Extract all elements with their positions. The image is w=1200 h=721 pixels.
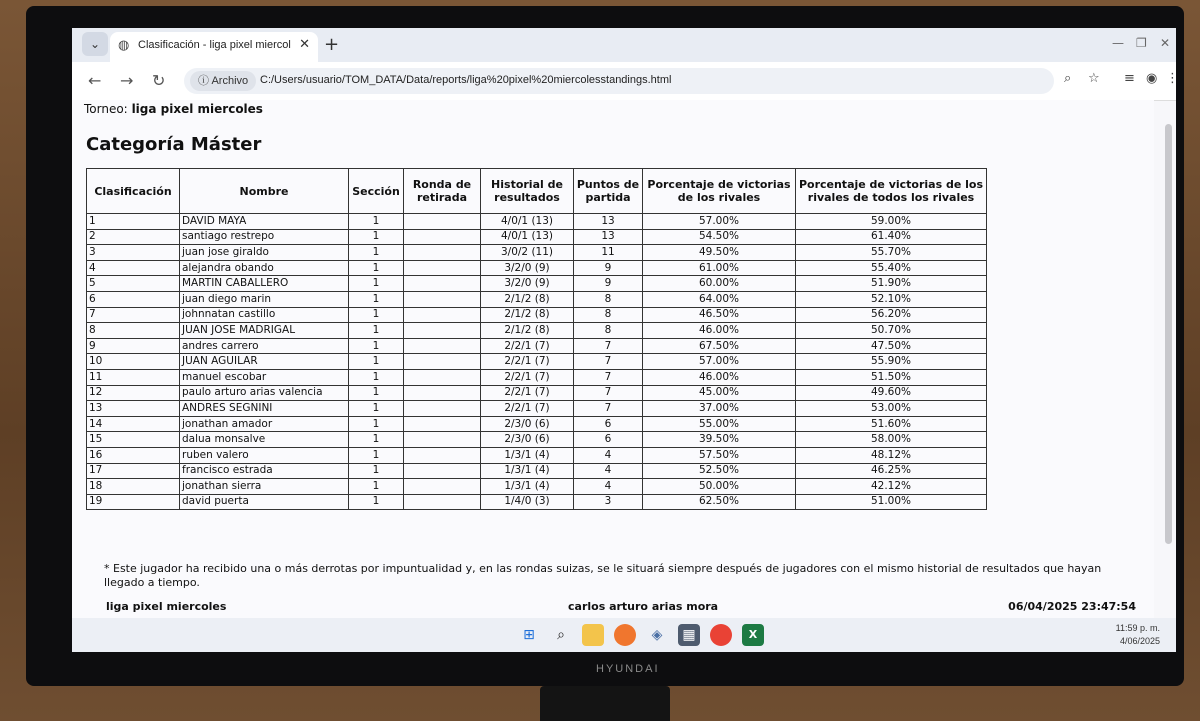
- table-cell: [404, 260, 481, 276]
- table-cell: 1: [349, 447, 404, 463]
- clock-time: 11:59 p. m.: [1115, 623, 1160, 633]
- table-cell: ANDRES SEGNINI: [180, 401, 349, 417]
- tab-bar: [72, 28, 1176, 62]
- table-body: [87, 214, 987, 510]
- new-tab-button[interactable]: +: [324, 34, 340, 55]
- tab-search-button[interactable]: ⌄: [82, 32, 108, 56]
- table-cell: 1: [349, 385, 404, 401]
- clock-date: 4/06/2025: [1119, 636, 1160, 646]
- table-cell: 51.90%: [796, 276, 987, 292]
- table-cell: [404, 338, 481, 354]
- firefox-icon[interactable]: [614, 624, 636, 646]
- table-cell: 8: [574, 291, 643, 307]
- table-cell: 8: [87, 323, 180, 339]
- table-cell: JUAN AGUILAR: [180, 354, 349, 370]
- table-cell: 1: [349, 229, 404, 245]
- globe-icon: ◍: [118, 38, 130, 53]
- table-cell: [404, 401, 481, 417]
- back-icon[interactable]: ←: [88, 71, 102, 90]
- table-cell: 58.00%: [796, 432, 987, 448]
- table-cell: paulo arturo arias valencia: [180, 385, 349, 401]
- table-header-row: [87, 169, 987, 214]
- table-cell: 7: [574, 401, 643, 417]
- table-cell: 1: [349, 245, 404, 261]
- table-cell: 52.50%: [643, 463, 796, 479]
- table-cell: 62.50%: [643, 494, 796, 510]
- table-cell: 16: [87, 447, 180, 463]
- search-icon[interactable]: ⌕: [557, 627, 565, 643]
- table-cell: 6: [574, 432, 643, 448]
- table-cell: 9: [574, 260, 643, 276]
- restore-icon[interactable]: ❐: [1136, 36, 1147, 50]
- table-cell: 1: [87, 214, 180, 230]
- table-cell: 1/3/1 (4): [481, 479, 574, 495]
- table-cell: 1: [349, 291, 404, 307]
- table-cell: DAVID MAYA: [180, 214, 349, 230]
- table-cell: 55.90%: [796, 354, 987, 370]
- table-cell: 2/2/1 (7): [481, 385, 574, 401]
- table-cell: 11: [574, 245, 643, 261]
- footer-timestamp: 06/04/2025 23:47:54: [1008, 600, 1136, 613]
- standings-table: [86, 168, 987, 510]
- table-cell: [404, 307, 481, 323]
- table-row: [87, 447, 987, 463]
- table-cell: johnnatan castillo: [180, 307, 349, 323]
- table-row: [87, 479, 987, 495]
- table-cell: 61.40%: [796, 229, 987, 245]
- table-cell: [404, 354, 481, 370]
- table-cell: [404, 291, 481, 307]
- chrome-icon[interactable]: [710, 624, 732, 646]
- table-cell: 3/2/0 (9): [481, 276, 574, 292]
- table-row: [87, 260, 987, 276]
- table-cell: 39.50%: [643, 432, 796, 448]
- table-cell: [404, 276, 481, 292]
- screen: [72, 28, 1179, 652]
- category-title: Categoría Máster: [86, 134, 262, 155]
- table-cell: 1: [349, 401, 404, 417]
- table-cell: 51.50%: [796, 369, 987, 385]
- table-cell: [404, 416, 481, 432]
- monitor-stand: [540, 686, 670, 721]
- table-cell: [404, 385, 481, 401]
- table-cell: 46.00%: [643, 323, 796, 339]
- table-row: [87, 276, 987, 292]
- table-cell: 51.60%: [796, 416, 987, 432]
- table-cell: 53.00%: [796, 401, 987, 417]
- table-cell: 7: [574, 338, 643, 354]
- table-cell: 1: [349, 338, 404, 354]
- table-cell: 17: [87, 463, 180, 479]
- table-cell: 13: [574, 229, 643, 245]
- table-cell: 64.00%: [643, 291, 796, 307]
- col-header: Historial de resultados: [481, 169, 574, 214]
- table-cell: 7: [87, 307, 180, 323]
- table-cell: 2/3/0 (6): [481, 416, 574, 432]
- reading-list-icon[interactable]: ≡: [1124, 71, 1135, 86]
- table-cell: 50.70%: [796, 323, 987, 339]
- menu-kebab-icon[interactable]: ⋮: [1166, 71, 1179, 86]
- file-explorer-icon[interactable]: [582, 624, 604, 646]
- table-cell: 1: [349, 494, 404, 510]
- torneo-name: liga pixel miercoles: [131, 102, 263, 116]
- col-header: Puntos de partida: [574, 169, 643, 214]
- table-cell: jonathan sierra: [180, 479, 349, 495]
- table-cell: 45.00%: [643, 385, 796, 401]
- omnibox[interactable]: [184, 68, 1054, 94]
- table-cell: 46.50%: [643, 307, 796, 323]
- table-cell: 4: [574, 463, 643, 479]
- calculator-icon[interactable]: ▦: [678, 624, 700, 646]
- table-cell: 14: [87, 416, 180, 432]
- table-cell: santiago restrepo: [180, 229, 349, 245]
- table-cell: 3/2/0 (9): [481, 260, 574, 276]
- table-cell: 2/1/2 (8): [481, 307, 574, 323]
- table-cell: 2/1/2 (8): [481, 291, 574, 307]
- table-cell: 8: [574, 323, 643, 339]
- table-cell: 1: [349, 479, 404, 495]
- table-cell: 1: [349, 416, 404, 432]
- table-cell: 15: [87, 432, 180, 448]
- table-cell: 1: [349, 369, 404, 385]
- table-cell: 7: [574, 385, 643, 401]
- table-cell: [404, 479, 481, 495]
- table-cell: 2/3/0 (6): [481, 432, 574, 448]
- footer-tournament: liga pixel miercoles: [106, 600, 227, 613]
- table-cell: 55.70%: [796, 245, 987, 261]
- table-cell: 7: [574, 354, 643, 370]
- table-row: [87, 432, 987, 448]
- table-cell: juan jose giraldo: [180, 245, 349, 261]
- table-cell: 2/2/1 (7): [481, 338, 574, 354]
- table-cell: 1/3/1 (4): [481, 447, 574, 463]
- monitor: [26, 6, 1184, 686]
- table-cell: 47.50%: [796, 338, 987, 354]
- table-row: [87, 307, 987, 323]
- footnote: * Este jugador ha recibido una o más derrotas por impuntualidad y, en las rondas suizas, se le situará siempre después de jugadores con el mismo historial de resultados que hayan llegado a tiempo.: [104, 562, 1102, 589]
- app-icon[interactable]: ◈: [651, 627, 663, 643]
- table-cell: 12: [87, 385, 180, 401]
- table-row: [87, 401, 987, 417]
- table-cell: dalua monsalve: [180, 432, 349, 448]
- table-cell: francisco estrada: [180, 463, 349, 479]
- table-cell: 49.50%: [643, 245, 796, 261]
- page-content: [72, 100, 1154, 618]
- tab-title: Clasificación - liga pixel miercol: [138, 39, 291, 51]
- chip-label: Archivo: [211, 75, 249, 87]
- table-cell: 1: [349, 260, 404, 276]
- table-row: [87, 463, 987, 479]
- table-cell: 4/0/1 (13): [481, 214, 574, 230]
- table-row: [87, 229, 987, 245]
- table-cell: 11: [87, 369, 180, 385]
- taskbar: [72, 618, 1176, 652]
- table-row: [87, 494, 987, 510]
- table-cell: 1: [349, 463, 404, 479]
- table-cell: 13: [87, 401, 180, 417]
- table-cell: 1: [349, 432, 404, 448]
- table-cell: 7: [574, 369, 643, 385]
- address-bar-row: [72, 62, 1179, 101]
- table-cell: 4: [574, 479, 643, 495]
- table-cell: 57.00%: [643, 354, 796, 370]
- table-cell: [404, 214, 481, 230]
- table-cell: 60.00%: [643, 276, 796, 292]
- minimize-icon[interactable]: —: [1112, 36, 1124, 50]
- table-cell: 4: [574, 447, 643, 463]
- table-cell: 51.00%: [796, 494, 987, 510]
- table-row: [87, 338, 987, 354]
- table-cell: 61.00%: [643, 260, 796, 276]
- table-cell: [404, 494, 481, 510]
- close-window-icon[interactable]: ✕: [1160, 36, 1171, 50]
- col-header: Clasificación: [87, 169, 180, 214]
- table-cell: jonathan amador: [180, 416, 349, 432]
- table-cell: 3: [87, 245, 180, 261]
- table-cell: 54.50%: [643, 229, 796, 245]
- zoom-icon[interactable]: ⌕: [1064, 71, 1072, 86]
- table-row: [87, 245, 987, 261]
- table-cell: 42.12%: [796, 479, 987, 495]
- table-cell: 50.00%: [643, 479, 796, 495]
- table-cell: [404, 229, 481, 245]
- table-cell: 37.00%: [643, 401, 796, 417]
- col-header: Ronda de retirada: [404, 169, 481, 214]
- table-cell: [404, 447, 481, 463]
- monitor-brand: HYUNDAI: [596, 663, 660, 675]
- table-row: [87, 291, 987, 307]
- table-cell: 2/1/2 (8): [481, 323, 574, 339]
- table-cell: [404, 432, 481, 448]
- table-cell: 56.20%: [796, 307, 987, 323]
- table-cell: 6: [574, 416, 643, 432]
- table-cell: 4: [87, 260, 180, 276]
- table-cell: 59.00%: [796, 214, 987, 230]
- table-cell: 48.12%: [796, 447, 987, 463]
- table-cell: 46.25%: [796, 463, 987, 479]
- table-cell: 1: [349, 354, 404, 370]
- table-cell: MARTIN CABALLERO: [180, 276, 349, 292]
- forward-icon[interactable]: →: [120, 71, 134, 90]
- table-cell: [404, 369, 481, 385]
- table-row: [87, 385, 987, 401]
- table-cell: alejandra obando: [180, 260, 349, 276]
- table-cell: [404, 463, 481, 479]
- file-chip[interactable]: ⓘ Archivo: [190, 71, 256, 91]
- table-cell: 9: [87, 338, 180, 354]
- table-cell: david puerta: [180, 494, 349, 510]
- table-cell: 13: [574, 214, 643, 230]
- windows-start-icon[interactable]: ⊞: [523, 627, 535, 643]
- url-text[interactable]: C:/Users/usuario/TOM_DATA/Data/reports/liga%20pixel%20miercolesstandings.html: [260, 74, 672, 86]
- tournament-line: [84, 102, 263, 116]
- table-cell: 1/4/0 (3): [481, 494, 574, 510]
- table-cell: 1: [349, 214, 404, 230]
- table-cell: 4/0/1 (13): [481, 229, 574, 245]
- excel-icon[interactable]: X: [742, 624, 764, 646]
- table-cell: 18: [87, 479, 180, 495]
- table-cell: 55.40%: [796, 260, 987, 276]
- table-cell: 46.00%: [643, 369, 796, 385]
- close-tab-icon[interactable]: ✕: [299, 37, 310, 52]
- table-cell: 1: [349, 307, 404, 323]
- table-cell: 67.50%: [643, 338, 796, 354]
- table-cell: 55.00%: [643, 416, 796, 432]
- table-cell: ruben valero: [180, 447, 349, 463]
- profile-avatar[interactable]: ◉: [1146, 71, 1158, 86]
- table-cell: 5: [87, 276, 180, 292]
- table-cell: 10: [87, 354, 180, 370]
- table-cell: JUAN JOSE MADRIGAL: [180, 323, 349, 339]
- col-header: Nombre: [180, 169, 349, 214]
- footer-organizer: carlos arturo arias mora: [568, 600, 719, 613]
- table-cell: 1: [349, 323, 404, 339]
- col-header: Sección: [349, 169, 404, 214]
- torneo-label: Torneo:: [84, 102, 128, 116]
- table-cell: 57.50%: [643, 447, 796, 463]
- reload-icon[interactable]: ↻: [152, 71, 166, 90]
- table-cell: 2/2/1 (7): [481, 401, 574, 417]
- table-cell: [404, 323, 481, 339]
- col-header: Porcentaje de victorias de los rivales de todos los rivales: [796, 169, 987, 214]
- bookmark-star-icon[interactable]: ☆: [1088, 71, 1100, 86]
- table-cell: 9: [574, 276, 643, 292]
- active-tab[interactable]: [110, 32, 318, 62]
- table-row: [87, 354, 987, 370]
- table-cell: 3/0/2 (11): [481, 245, 574, 261]
- scrollbar[interactable]: [1165, 124, 1172, 544]
- table-cell: 8: [574, 307, 643, 323]
- table-cell: 1/3/1 (4): [481, 463, 574, 479]
- table-row: [87, 214, 987, 230]
- table-row: [87, 323, 987, 339]
- col-header: Porcentaje de victorias de los rivales: [643, 169, 796, 214]
- table-cell: 6: [87, 291, 180, 307]
- table-cell: 49.60%: [796, 385, 987, 401]
- table-cell: 2/2/1 (7): [481, 354, 574, 370]
- table-row: [87, 416, 987, 432]
- table-cell: 3: [574, 494, 643, 510]
- table-row: [87, 369, 987, 385]
- table-cell: 2: [87, 229, 180, 245]
- table-cell: manuel escobar: [180, 369, 349, 385]
- table-cell: 1: [349, 276, 404, 292]
- table-cell: andres carrero: [180, 338, 349, 354]
- table-cell: [404, 245, 481, 261]
- table-cell: 57.00%: [643, 214, 796, 230]
- table-cell: 19: [87, 494, 180, 510]
- table-cell: 2/2/1 (7): [481, 369, 574, 385]
- system-clock[interactable]: [1116, 622, 1160, 648]
- table-cell: 52.10%: [796, 291, 987, 307]
- table-cell: juan diego marin: [180, 291, 349, 307]
